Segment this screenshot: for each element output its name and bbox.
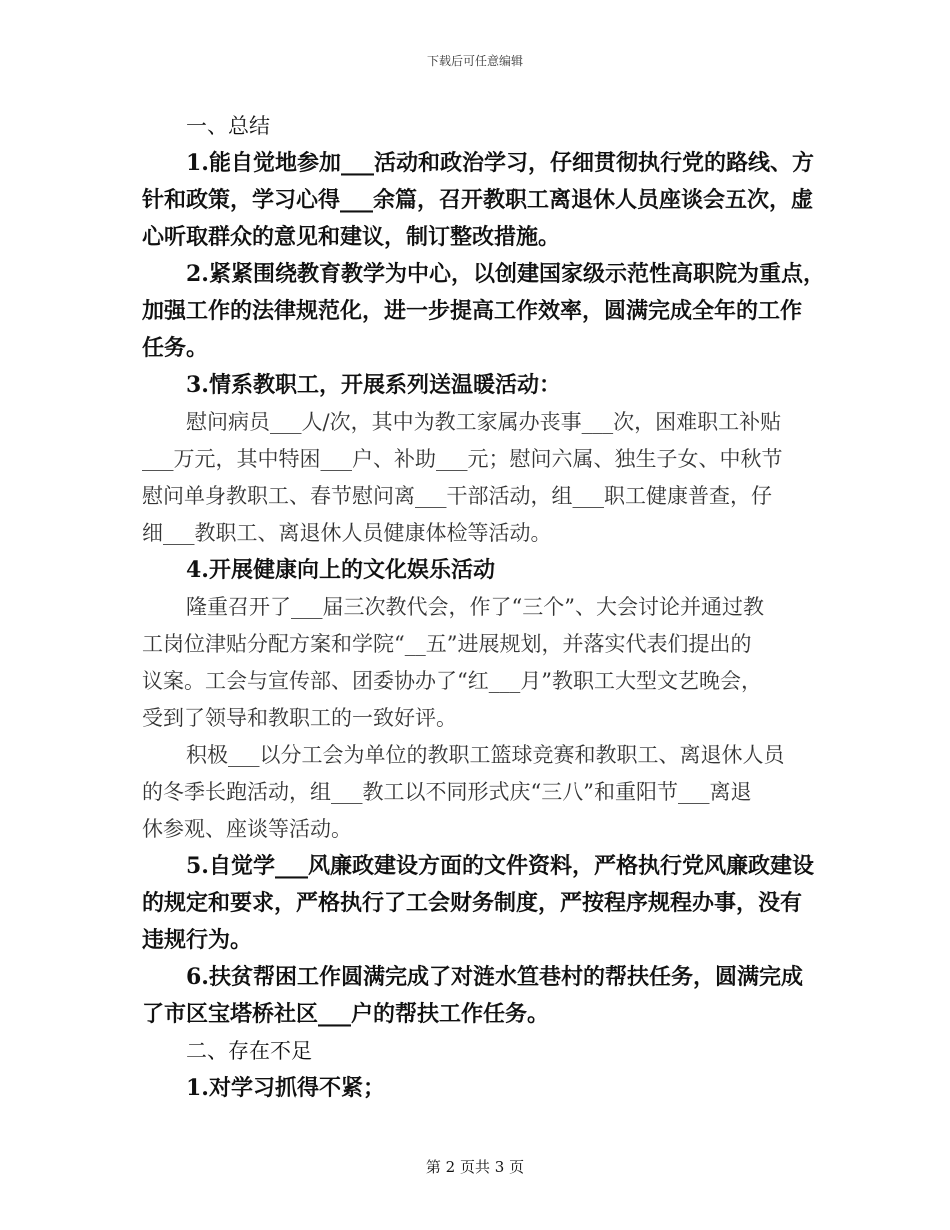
item-5-line-3: 违规行为。 <box>142 927 253 953</box>
section-heading-shortcomings: 二、存在不足 <box>186 1039 312 1063</box>
item-4-para-2-line-3: 休参观、座谈等活动。 <box>142 817 352 841</box>
item-1-line-3: 心听取群众的意见和建议，制订整改措施。 <box>142 224 561 250</box>
item-3-para-line-3: 慰问单身教职工、春节慰问离___干部活动，组___职工健康普查，仔 <box>142 484 772 508</box>
item-3-heading: 3.情系教职工，开展系列送温暖活动： <box>186 372 561 398</box>
item-6-line-2: 了市区宝塔桥社区___户的帮扶工作任务。 <box>142 1001 550 1027</box>
item-2-line-2: 加强工作的法律规范化，进一步提高工作效率，圆满完成全年的工作 <box>142 298 803 324</box>
item-4-para-1-line-3: 议案。工会与宣传部、团委协办了“红___月”教职工大型文艺晚会， <box>142 669 762 693</box>
item-2-line-3: 任务。 <box>142 335 209 361</box>
item-3-para-line-4: 细___教职工、离退休人员健康体检等活动。 <box>142 521 552 545</box>
item-4-para-1-line-4: 受到了领导和教职工的一致好评。 <box>142 706 457 730</box>
item-2-line-1: 2.紧紧围绕教育教学为中心，以创建国家级示范性高职院为重点， <box>186 261 825 287</box>
shortcoming-item-1: 1.对学习抓得不紧； <box>186 1075 385 1101</box>
item-4-para-2-line-2: 的冬季长跑活动，组___教工以不同形式庆“三八”和重阳节___离退 <box>142 780 752 804</box>
item-6-line-1: 6.扶贫帮困工作圆满完成了对涟水笪巷村的帮扶任务，圆满完成 <box>186 964 803 990</box>
page-header: 下载后可任意编辑 <box>426 54 523 68</box>
item-3-para-line-1: 慰问病员___人/次，其中为教工家属办丧事___次，困难职工补贴 <box>186 410 782 434</box>
item-5-line-1: 5.自觉学___风廉政建设方面的文件资料，严格执行党风廉政建设 <box>186 853 814 879</box>
item-3-para-line-2: ___万元，其中特困___户、补助___元；慰问六属、独生子女、中秋节 <box>142 447 783 471</box>
document-body <box>142 108 825 1107</box>
item-5-line-2: 的规定和要求，严格执行了工会财务制度，严按程序规程办事，没有 <box>142 890 803 916</box>
page-footer: 第 2 页共 3 页 <box>425 1158 525 1176</box>
item-4-para-1-line-2: 工岗位津贴分配方案和学院“__五”进展规划，并落实代表们提出的 <box>142 632 752 656</box>
item-1-line-1: 1.能自觉地参加___活动和政治学习，仔细贯彻执行党的路线、方 <box>186 150 814 176</box>
item-4-para-2-line-1: 积极___以分工会为单位的教职工篮球竞赛和教职工、离退休人员 <box>186 743 785 767</box>
section-heading-summary: 一、总结 <box>186 114 270 138</box>
item-4-heading: 4.开展健康向上的文化娱乐活动 <box>186 557 495 583</box>
item-1-line-2: 针和政策，学习心得___余篇，召开教职工离退休人员座谈会五次，虚 <box>142 187 814 213</box>
item-4-para-1-line-1: 隆重召开了___届三次教代会，作了“三个”、大会讨论并通过教 <box>186 595 764 619</box>
